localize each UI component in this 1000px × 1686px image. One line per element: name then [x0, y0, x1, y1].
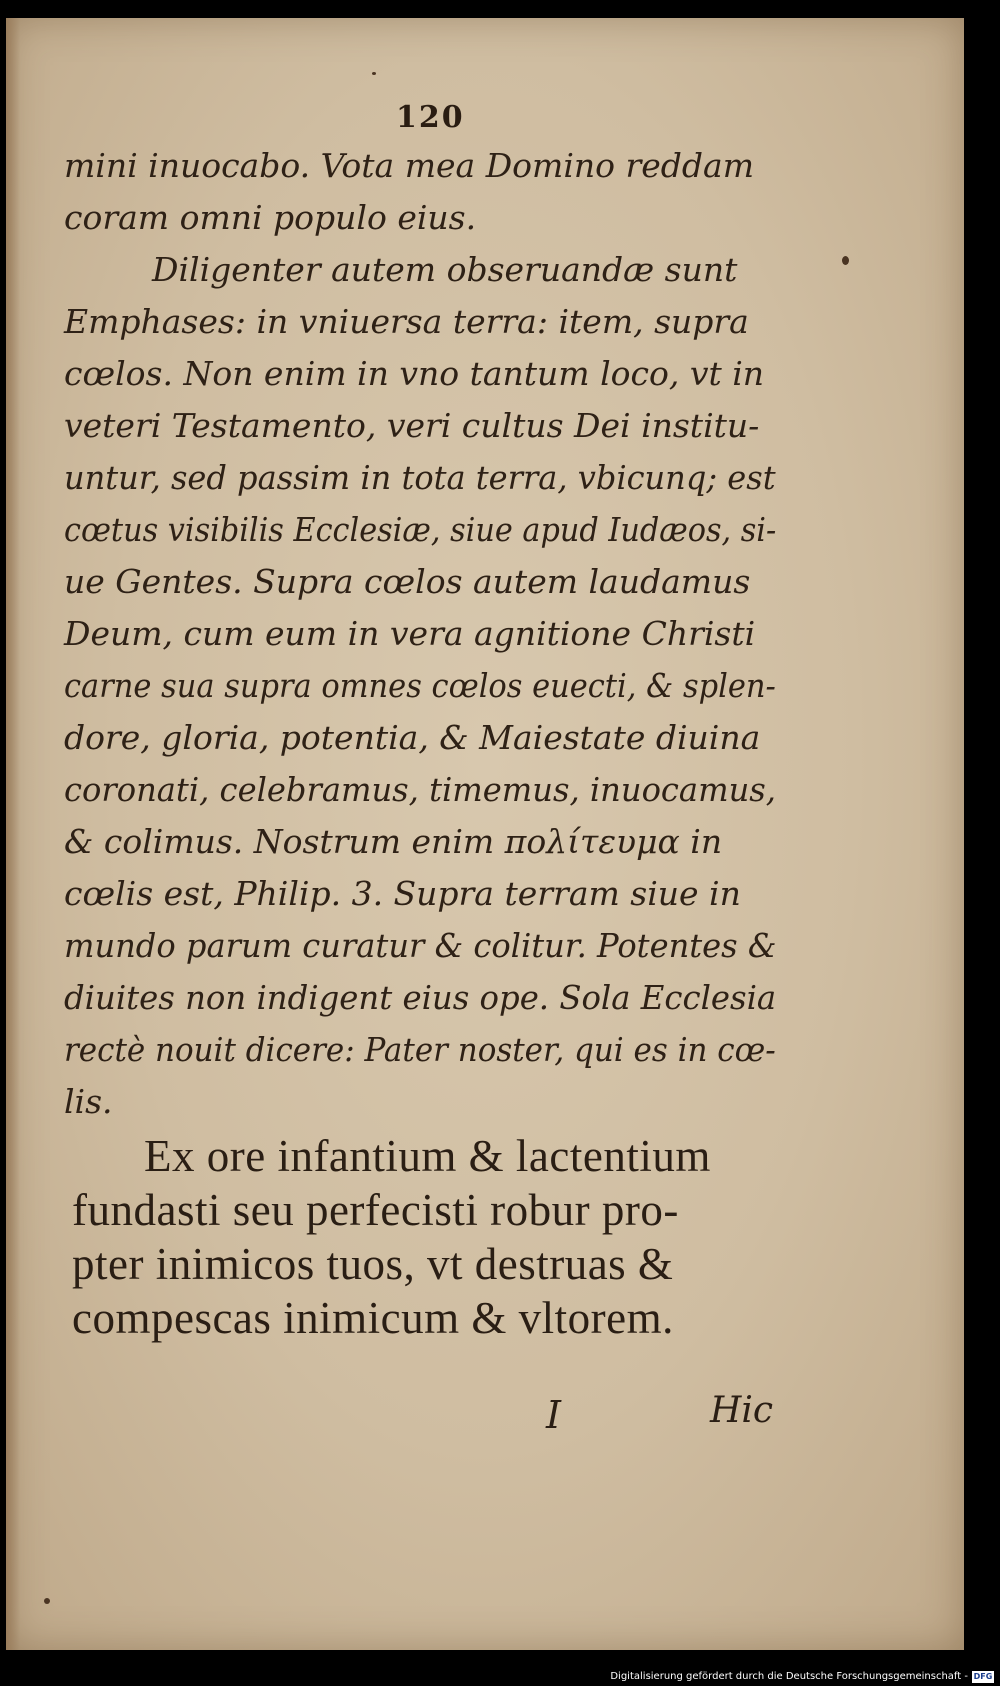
- text-line: cœtus visibilis Ecclesiæ, siue apud Iudæos, si-: [64, 510, 777, 549]
- text-line: Deum, cum eum in vera agnitione Christi: [64, 614, 756, 653]
- text-line: rectè nouit dicere: Pater noster, qui es in cœ-: [64, 1030, 776, 1069]
- catchword: Hic: [710, 1390, 774, 1431]
- text-line: veteri Testamento, veri cultus Dei institu-: [64, 406, 760, 445]
- text-line: lis.: [64, 1082, 113, 1121]
- verse-line: pter inimicos tuos, vt destruas &: [72, 1239, 674, 1289]
- text-line: Emphases: in vniuersa terra: item, supra: [64, 302, 749, 341]
- dfg-logo: DFG: [973, 1672, 993, 1681]
- text-line: carne sua supra omnes cœlos euecti, & splen-: [64, 666, 776, 705]
- text-line: mini inuocabo. Vota mea Domino reddam: [64, 146, 755, 185]
- verse-line: compescas inimicum & vltorem.: [72, 1293, 674, 1343]
- page-number: 120: [396, 100, 465, 135]
- text-line: dore, gloria, potentia, & Maiestate diuina: [64, 718, 761, 757]
- digitization-credit: Digitalisierung gefördert durch die Deutsche Forschungsgemeinschaft -: [610, 1671, 968, 1682]
- text-line: Diligenter autem obseruandæ sunt: [152, 250, 738, 289]
- text-line: cœlos. Non enim in vno tantum loco, vt in: [64, 354, 765, 393]
- ink-stain: [372, 72, 376, 75]
- ink-stain: [44, 1598, 50, 1604]
- text-line: cœlis est, Philip. 3. Supra terram siue in: [64, 874, 741, 913]
- text-line: coram omni populo eius.: [64, 198, 477, 237]
- text-line: coronati, celebramus, timemus, inuocamus,: [64, 770, 776, 809]
- verse-line: fundasti seu perfecisti robur pro-: [72, 1185, 679, 1235]
- book-page: [6, 18, 964, 1650]
- text-line: diuites non indigent eius ope. Sola Ecclesia: [64, 978, 777, 1017]
- signature-mark: I: [546, 1393, 562, 1437]
- text-line: untur, sed passim in tota terra, vbicunq; est: [64, 458, 776, 497]
- text-line: ue Gentes. Supra cœlos autem laudamus: [64, 562, 751, 601]
- text-line: & colimus. Nostrum enim πολίτευμα in: [64, 822, 723, 861]
- verse-line: Ex ore infantium & lactentium: [144, 1131, 711, 1181]
- text-line: mundo parum curatur & colitur. Potentes &: [64, 926, 777, 965]
- ink-stain: [842, 256, 849, 265]
